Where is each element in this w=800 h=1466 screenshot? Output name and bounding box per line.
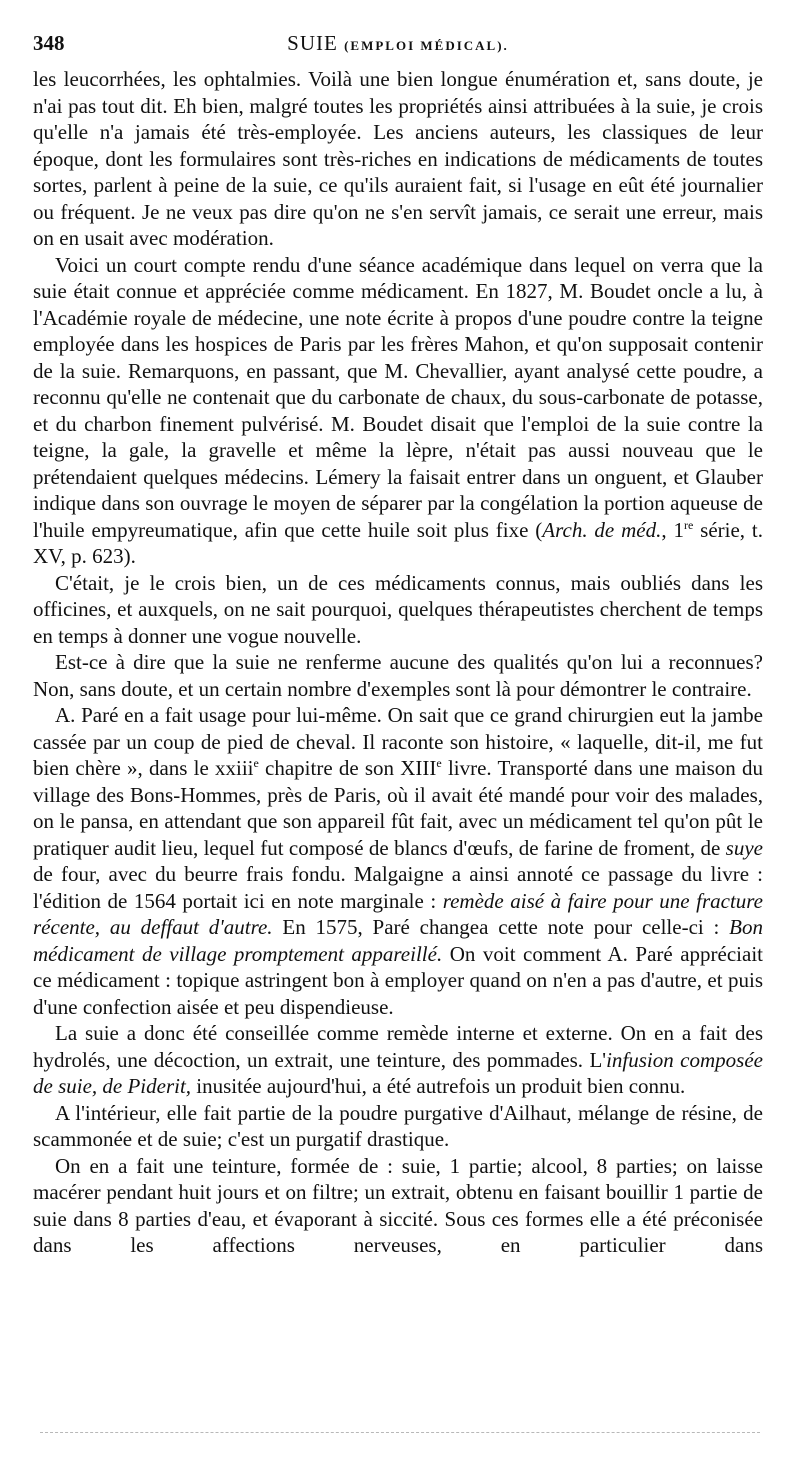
running-title-subtitle: (EMPLOI MÉDICAL). bbox=[344, 38, 509, 53]
paragraph-text: Voici un court compte rendu d'une séance académique dans lequel on verra que la suie était connue et appréciée comme médicament. En 1827, M. Boudet oncle a lu, à l'Académie royale de médecine, une note écrite à propos d'une poudre contre la teigne employée dans les hospices de Paris par les frères Mahon, et qu'on supposait contenir de la suie. Remarquons, en passant, que M. Chevallier, ayant analysé cette poudre, a reconnu qu'elle ne contenait que du carbonate de chaux, du sous-carbonate de potasse, et du charbon finement pulvérisé. M. Boudet disait que l'emploi de la suie contre la teigne, la gale, la gravelle et même la lèpre, n'était pas aussi nouveau que le prétendaient quelques médecins. Lémery la faisait entrer dans un onguent, et Glauber indique dans son ouvrage le moyen de séparer par la congélation la portion aqueuse de l'huile empyreumatique, afin que cette huile soit plus fixe ( bbox=[33, 252, 763, 542]
running-title bbox=[33, 28, 763, 61]
italic-title: infusion composée de suie, de Piderit, bbox=[33, 1047, 763, 1098]
italic-quote: Bon médicament de village promptement appareillé. bbox=[33, 915, 763, 966]
paragraph-text: Est-ce à dire que la suie ne renferme aucune des qualités qu'on lui a reconnues? Non, sans doute, et un certain nombre d'exemples sont là pour démontrer le contraire. bbox=[33, 650, 763, 701]
bleed-through-line bbox=[40, 1432, 760, 1433]
superscript: re bbox=[683, 517, 694, 532]
paragraph-4 bbox=[33, 649, 763, 702]
paragraph-3 bbox=[33, 570, 763, 650]
paragraph-text: inusitée aujourd'hui, a été autrefois un produit bien connu. bbox=[191, 1074, 686, 1098]
italic-quote: remède aisé à faire pour une fracture récente, au deffaut d'autre. bbox=[33, 888, 763, 939]
running-header bbox=[33, 28, 763, 58]
italic-word: suye bbox=[725, 835, 763, 860]
superscript: e bbox=[253, 756, 259, 770]
superscript: e bbox=[436, 756, 442, 770]
paragraph-6 bbox=[33, 1020, 763, 1100]
paragraph-text: La suie a donc été conseillée comme remède interne et externe. On en a fait des hydrolés, une décoction, un extrait, une teinture, des pommades. L' bbox=[33, 1021, 763, 1072]
paragraph-text: En 1575, Paré changea cette note pour celle-ci : bbox=[272, 915, 730, 939]
paragraph-text: chapitre de son XIII bbox=[258, 756, 437, 780]
paragraph-2 bbox=[33, 252, 763, 570]
paragraph-text: On en a fait une teinture, formée de : suie, 1 partie; alcool, 8 parties; on laisse macérer pendant huit jours et on filtre; un extrait, obtenu en faisant bouillir 1 partie de suie dans 8 parties d'eau, et évaporant à siccité. Sous ces formes elle a été préconisée dans les affections nerveuses, en particulier dans bbox=[33, 1153, 763, 1257]
paragraph-text: livre. Transporté dans une maison du village des Bons-Hommes, près de Paris, où il avait été mandé pour voir des malades, on le pansa, en attendant que son appareil fût fait, avec un médicament tel qu'on pût le pratiquer audit lieu, lequel fut composé de blancs d'œufs, de farine de froment, de bbox=[33, 756, 764, 860]
running-title-main: SUIE bbox=[287, 31, 338, 55]
paragraph-text: les leucorrhées, les ophtalmies. Voilà une bien longue énumération et, sans doute, je n'ai pas tout dit. Eh bien, malgré toutes les propriétés ainsi attribuées à la suie, je crois qu'elle n'a jamais été très-employée. Les anciens auteurs, les classiques de leur époque, dont les formulaires sont très-riches en indications de médicaments de toutes sortes, parlent à peine de la suie, ce qu'ils auraient fait, si l'usage en eût été journalier ou fréquent. Je ne veux pas dire qu'on ne s'en servît jamais, ce serait une erreur, mais on en usait avec modération. bbox=[33, 67, 763, 250]
body-text bbox=[33, 66, 763, 1259]
page-number: 348 bbox=[33, 31, 65, 55]
paragraph-1 bbox=[33, 66, 763, 252]
paragraph-8 bbox=[33, 1153, 763, 1259]
paragraph-text: C'était, je le crois bien, un de ces médicaments connus, mais oubliés dans les officines, et auxquels, on ne sait pourquoi, quelques thérapeutistes cherchent de temps en temps à donner une vogue nouvelle. bbox=[33, 570, 763, 648]
paragraph-5 bbox=[33, 702, 763, 1020]
paragraph-text: A. Paré en a fait usage pour lui-même. On sait que ce grand chirurgien eut la jambe cassée par un coup de pied de cheval. Il raconte son histoire, « laquelle, dit-il, me fut bien chère », dans le xxiii bbox=[33, 703, 763, 780]
paragraph-text: de four, avec du beurre frais fondu. Malgaigne a ainsi annoté ce passage du livre : l'édition de 1564 portait ici en note marginale : bbox=[33, 862, 763, 913]
paragraph-text: , 1 bbox=[661, 517, 684, 542]
paragraph-text: série, t. XV, p. 623). bbox=[33, 517, 763, 568]
citation-italic: Arch. de méd. bbox=[542, 517, 662, 542]
paragraph-text: A l'intérieur, elle fait partie de la poudre purgative d'Ailhaut, mélange de résine, de scammonée et de suie; c'est un purgatif drastique. bbox=[33, 1100, 763, 1151]
paragraph-text: On voit comment A. Paré appréciait ce médicament : topique astringent bon à employer quand on n'en a pas d'autre, et puis d'une confection aisée et peu dispendieuse. bbox=[33, 941, 763, 1019]
paragraph-7 bbox=[33, 1100, 763, 1153]
